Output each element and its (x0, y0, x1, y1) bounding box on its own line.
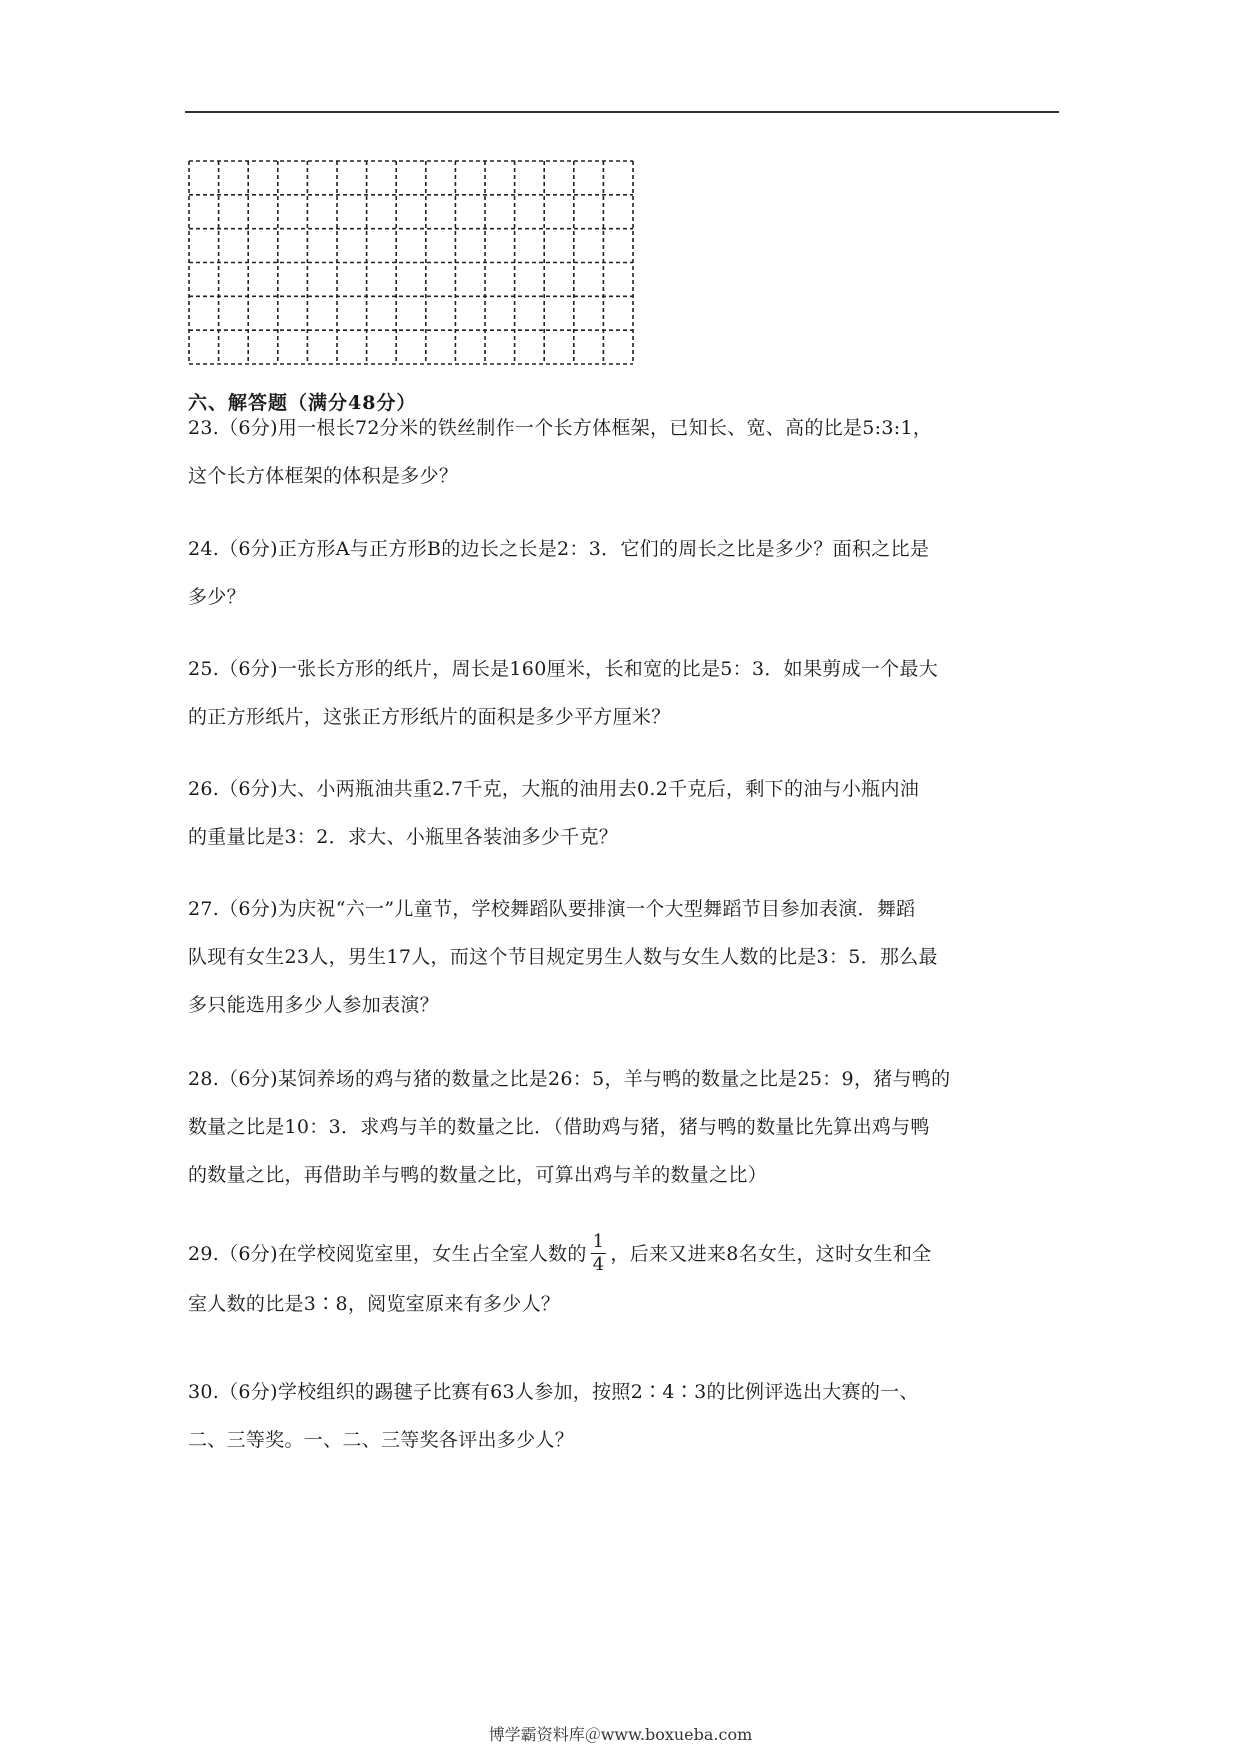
question-26 (188, 765, 1058, 861)
question-line: 23.（6分)用一根长72分米的铁丝制作一个长方体框架，已知长、宽、高的比是5:3:1， (188, 417, 933, 439)
question-text: 29.（6分)在学校阅览室里，女生占全室人数的 (188, 1243, 587, 1265)
question-line: 30.（6分)学校组织的踢毽子比赛有63人参加，按照2∶4∶3的比例评选出大赛的一、 (188, 1381, 919, 1403)
fraction-denominator: 4 (592, 1253, 605, 1275)
dashed-grid-figure (187, 159, 635, 366)
question-line: 26.（6分)大、小两瓶油共重2.7千克，大瓶的油用去0.2千克后，剩下的油与小瓶内油 (188, 778, 920, 800)
section-title: 六、解答题（满分48分） (188, 392, 417, 414)
question-27 (188, 885, 1058, 1029)
question-28 (188, 1055, 1058, 1199)
question-text: ，后来又进来8名女生，这时女生和全 (610, 1243, 932, 1265)
question-line: 27.（6分)为庆祝“六一”儿童节，学校舞蹈队要排演一个大型舞蹈节目参加表演．舞蹈 (188, 898, 916, 920)
question-line: 的重量比是3：2．求大、小瓶里各装油多少千克？ (188, 826, 619, 848)
question-25 (188, 645, 1058, 741)
question-line: 室人数的比是3∶8，阅览室原来有多少人？ (188, 1293, 561, 1315)
question-line: 24.（6分)正方形A与正方形B的边长之长是2：3．它们的周长之比是多少？面积之比是 (188, 538, 930, 560)
question-line: 的正方形纸片，这张正方形纸片的面积是多少平方厘米？ (188, 706, 671, 728)
question-line: 这个长方体框架的体积是多少？ (188, 465, 459, 487)
question-line: 25.（6分)一张长方形的纸片，周长是160厘米，长和宽的比是5：3．如果剪成一个最大 (188, 658, 939, 680)
question-line: 多只能选用多少人参加表演？ (188, 994, 439, 1016)
question-23 (188, 404, 1058, 500)
question-line: 28.（6分)某饲养场的鸡与猪的数量之比是26：5，羊与鸭的数量之比是25：9，猪与鸭的 (188, 1068, 951, 1090)
header-rule (185, 111, 1059, 113)
question-line: 数量之比是10：3．求鸡与羊的数量之比．（借助鸡与猪，猪与鸭的数量比先算出鸡与鸭 (188, 1116, 930, 1138)
footer-watermark: 博学霸资料库＠www.boxueba.com (488, 1725, 753, 1744)
question-29 (188, 1226, 1058, 1326)
question-line: 二、三等奖。一、二、三等奖各评出多少人？ (188, 1429, 575, 1451)
fraction (591, 1230, 607, 1275)
question-24 (188, 525, 1058, 621)
question-line: 队现有女生23人，男生17人，而这个节目规定男生人数与女生人数的比是3：5．那么最 (188, 946, 938, 968)
question-30 (188, 1368, 1058, 1464)
question-line: 多少？ (188, 586, 246, 608)
fraction-numerator: 1 (592, 1230, 605, 1252)
question-line: 的数量之比，再借助羊与鸭的数量之比，可算出鸡与羊的数量之比） (188, 1164, 768, 1186)
question-line (188, 1226, 1058, 1282)
